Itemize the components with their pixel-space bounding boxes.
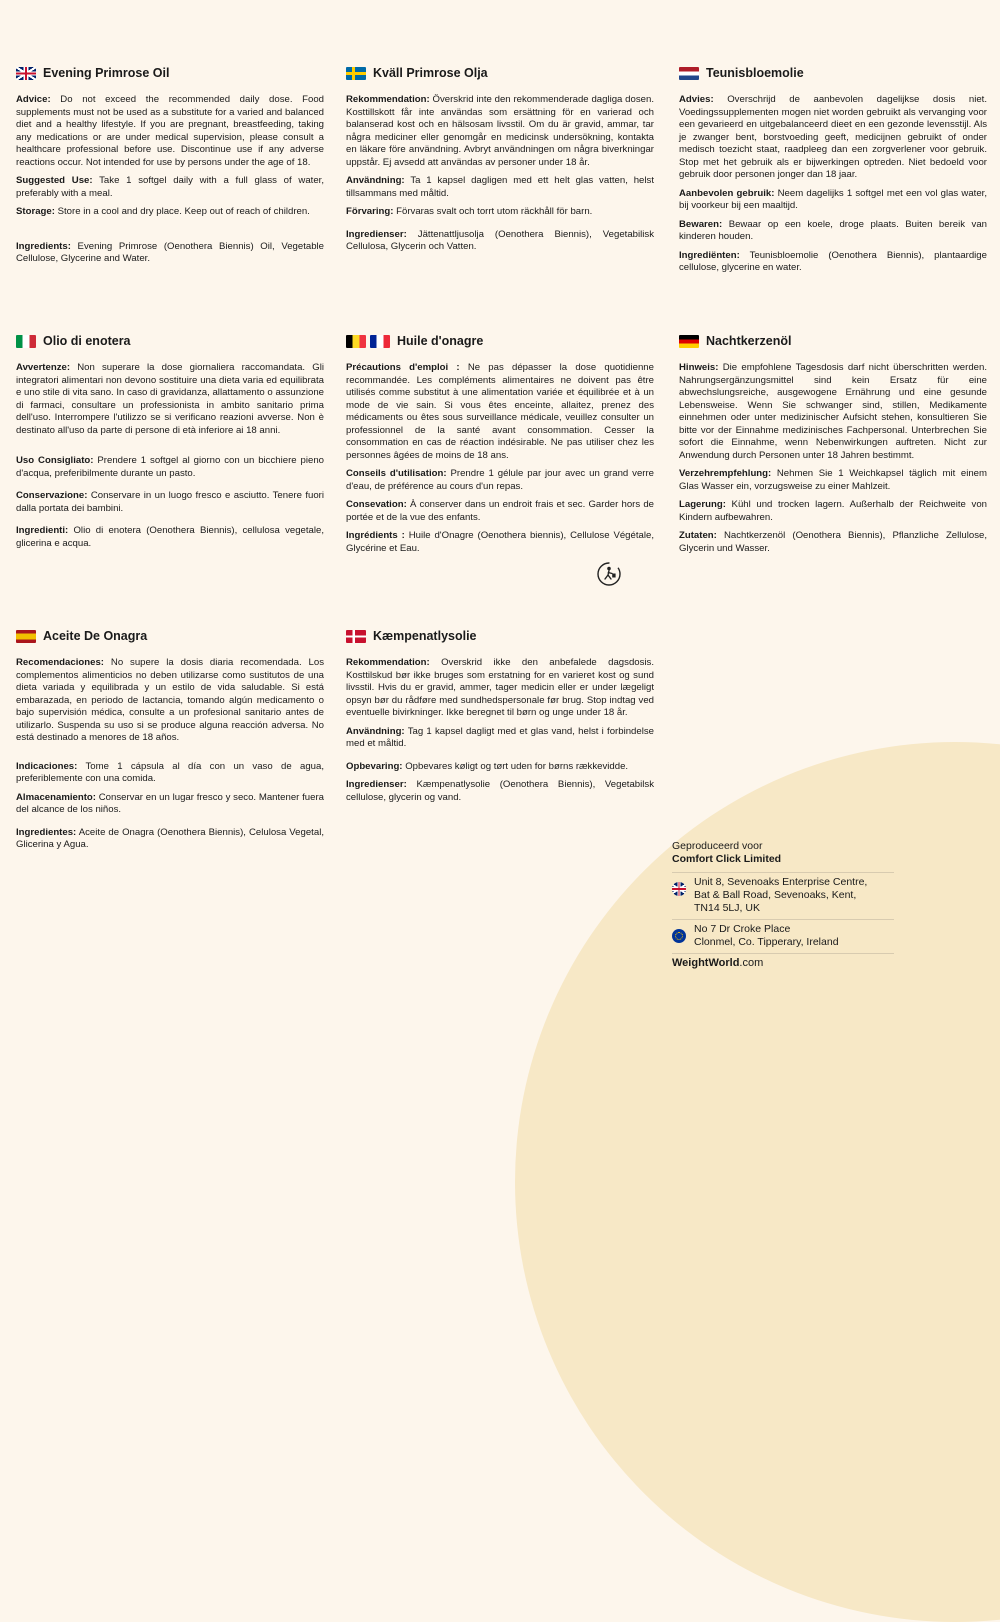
storage-text: Conservare in un luogo fresco e asciutto. Tenere fuori dalla portata dei bambini. [16,490,324,514]
advice-paragraph [16,657,324,745]
section-french [346,334,654,561]
ingredients-label: Ingredientes: [16,826,77,838]
ingredients-paragraph [16,525,324,550]
advice-label: Advies: [679,94,714,105]
manufacturer-info [672,840,894,970]
section-header [16,334,324,348]
use-label: Verzehrempfehlung: [679,468,772,479]
use-label: Användning: [346,175,405,186]
storage-text: Förvaras svalt och torrt utom räckhåll för barn. [396,206,593,217]
ingredients-text: Nachtkerzenöl (Oenothera Biennis), Pflanzliche Zellulose, Glycerin und Wasser. [679,530,987,554]
advice-text: Do not exceed the recommended daily dose. Food supplements must not be used as a substitute for a varied and balanced diet and a healthy lifestyle. If you are pregnant, breastfeeding, taking any medications or are under medical supervision, please consult a healthcare professional before use. Discontinue use if any adverse reactions occur. Not intended for use by persons under the age of 18. [16,94,324,168]
sweden-flag-icon [346,67,366,80]
storage-paragraph [346,206,654,219]
ingredients-text: Kæmpenatlysolie (Oenothera Biennis), Vegetabilsk cellulose, glycerin og vand. [346,779,655,803]
section-title: Teunisbloemolie [706,66,804,80]
section-italian [16,334,324,556]
section-title: Huile d'onagre [397,334,484,348]
advice-text: Non superare la dose giornaliera raccomandata. Gli integratori alimentari non devono sostituire una dieta varia ed equilibrata e uno stile di vita sano. In caso di gravidanza, allattamento o assunzione di farmaci, consultare un professionista in ambito sanitario prima dell'uso. Interrompere l'utilizzo se si verificano reazioni avverse. Non è destinato all'uso da parte di persone di età inferiore ai 18 anni. [16,362,324,436]
advice-paragraph [346,657,654,720]
storage-text: Kühl und trocken lagern. Außerhalb der Reichweite von Kindern aufbewahren. [679,499,987,523]
address-line: Clonmel, Co. Tipperary, Ireland [694,936,839,948]
advice-text: Överskrid inte den rekommenderade dagliga dosen. Kosttillskott får inte användas som ersättning för en varierad och balanserad kost och en hälsosam livsstil. Om du är gravid, ammar, tar några mediciner eller genomgår en medicinsk undersökning, kontakta en läkare före användning. Avbryt användningen om några biverkningar uppstår. Ej avsedd att användas av personer under 18 år. [346,94,654,168]
belgium-flag-icon [346,335,366,348]
use-paragraph [346,726,654,751]
advice-label: Recomendaciones: [16,657,104,668]
storage-label: Bewaren: [679,218,723,230]
spain-flag-icon [16,630,36,643]
france-flag-icon [370,335,390,348]
storage-label: Opbevaring: [346,760,403,772]
brand-domain: .com [739,957,764,969]
tidyman-recycle-icon [596,561,622,587]
advice-label: Hinweis: [679,362,719,373]
ingredients-paragraph [679,250,987,275]
ingredients-label: Ingredients: [16,240,71,252]
ingredients-text: Aceite de Onagra (Oenothera Biennis), Celulosa Vegetal, Glicerina y Agua. [16,826,324,850]
storage-label: Storage: [16,206,55,217]
storage-text: Bewaar op een koele, droge plaats. Buiten bereik van kinderen houden. [679,218,987,242]
ingredients-text: Huile d'Onagre (Oenothera biennis), Cellulose Végétale, Glycérine et Eau. [346,530,654,554]
use-text: Take 1 softgel daily with a full glass of water, preferably with a meal. [16,175,324,199]
brand-name: WeightWorld [672,957,740,969]
section-dutch [679,66,987,281]
use-paragraph [346,175,654,200]
use-text: Tag 1 kapsel dagligt med et glas vand, helst i forbindelse med et måltid. [346,725,654,749]
use-text: Prendre 1 gélule par jour avec un grand verre d'eau, de préférence au cours d'un repas. [346,468,655,492]
ingredients-paragraph [346,530,654,555]
storage-label: Almacenamiento: [16,791,96,803]
use-label: Användning: [346,725,405,737]
ingredients-paragraph [679,530,987,555]
section-title: Aceite De Onagra [43,629,148,643]
section-title: Olio di enotera [43,334,131,348]
section-german [679,334,987,561]
advice-text: Ne pas dépasser la dose quotidienne recommandée. Les compléments alimentaires ne doivent pas être utilisés comme substitut à une alimentation variée et équilibrée et à un mode de vie sain. Si vous êtes enceinte, allaitez, prenez des médicaments ou êtes sous surveillance médicale, veuillez consulter un professionnel de la santé avant consommation. Cesser la consommation en cas de réaction indésirable. Ne pas utiliser chez les personnes âgées de moins de 18 ans. [346,362,654,461]
use-label: Conseils d'utilisation: [346,468,447,479]
advice-paragraph [16,94,324,169]
storage-paragraph [679,219,987,244]
use-paragraph [16,455,324,480]
advice-label: Avvertenze: [16,362,71,373]
use-label: Uso Consigliato: [16,455,94,466]
ingredients-label: Ingredienser: [346,779,407,790]
ingredients-paragraph [16,827,324,852]
ingredients-text: Evening Primrose (Oenothera Biennis) Oil, Vegetable Cellulose, Glycerine and Water. [16,240,325,264]
ingredients-label: Ingrédients : [346,530,405,541]
storage-text: Opbevares køligt og tørt uden for børns rækkevidde. [405,760,629,772]
address-line: TN14 5LJ, UK [694,902,760,914]
use-paragraph [679,468,987,493]
use-text: Tome 1 cápsula al día con un vaso de agua, preferiblemente con una comida. [16,760,324,784]
ingredients-label: Ingredienti: [16,525,69,536]
advice-text: Die empfohlene Tagesdosis darf nicht überschritten werden. Nahrungsergänzungsmittel sind kein Ersatz für eine abwechslungsreiche, ausgewogene Ernährung und eine gesunde Lebensweise. Wenn Sie schwanger sind, stillen, Medikamente einnehmen oder unter medizinischer Aufsicht stehen, konsultieren Sie bitte vor der Einnahme medizinisches Fachpersonal. Unterbrechen Sie sofort die Einnahme, wenn Nebenwirkungen auftreten. Nicht zur Anwendung durch Personen unter 18 Jahren bestimmt. [679,362,987,461]
section-danish [346,629,654,810]
use-paragraph [16,175,324,200]
section-english [16,66,324,272]
use-label: Suggested Use: [16,175,93,186]
germany-flag-icon [679,335,699,348]
advice-text: Overskrid ikke den anbefalede dagsdosis. Kosttilskud bør ikke bruges som erstatning for en varieret kost og sund livsstil. Hvis du er gravid, ammer, tager medicin eller er under lægeligt opsyn bør du rådføre med sundhedspersonale før brug. Stop indtag ved eventuelle bivirkninger. Ikke beregnet til børn og unge under 18 år. [346,657,654,718]
ingredients-text: Olio di enotera (Oenothera Biennis), cellulosa vegetale, glicerina e acqua. [16,525,324,549]
storage-paragraph [346,761,654,774]
use-paragraph [679,188,987,213]
address-lines [694,923,839,949]
use-text: Prendere 1 softgel al giorno con un bicchiere pieno d'acqua, preferibilmente durante un pasto. [16,455,324,479]
brand-website [672,953,894,970]
uk-flag-icon [16,67,36,80]
ingredients-text: Jättenattljusolja (Oenothera Biennis), Vegetabilisk Cellulosa, Glycerin och Vatten. [346,228,655,252]
ingredients-label: Ingrediënten: [679,249,740,261]
storage-paragraph [16,792,324,817]
produced-for-label: Geproduceerd voor [672,840,763,852]
section-header [346,66,654,80]
section-header [16,66,324,80]
section-header [16,629,324,643]
section-spanish [16,629,324,858]
advice-paragraph [16,362,324,437]
section-title: Evening Primrose Oil [43,66,170,80]
company-name: Comfort Click Limited [672,853,782,865]
storage-paragraph [16,490,324,515]
netherlands-flag-icon [679,67,699,80]
advice-paragraph [346,362,654,462]
storage-label: Förvaring: [346,206,394,217]
section-swedish [346,66,654,260]
storage-paragraph [679,499,987,524]
ingredients-label: Zutaten: [679,530,717,541]
ingredients-paragraph [16,241,324,266]
section-header [679,66,987,80]
uk-address [672,872,894,919]
storage-text: Conservar en un lugar fresco y seco. Mantener fuera del alcance de los niños. [16,791,324,815]
storage-label: Consevation: [346,499,407,510]
ingredients-paragraph [346,229,654,254]
ingredients-paragraph [346,779,654,804]
denmark-flag-icon [346,630,366,643]
storage-text: À conserver dans un endroit frais et sec. Garder hors de portée et de la vue des enfants. [346,499,654,523]
use-label: Aanbevolen gebruik: [679,187,775,199]
advice-label: Précautions d'emploi : [346,362,460,373]
advice-paragraph [679,362,987,462]
advice-paragraph [346,94,654,169]
section-title: Kæmpenatlysolie [373,629,477,643]
address-line: No 7 Dr Croke Place [694,923,791,935]
section-header [346,334,654,348]
ingredients-label: Ingredienser: [346,228,407,240]
address-lines [694,876,867,915]
use-text: Neem dagelijks 1 softgel met een vol glas water, bij voorkeur bij een maaltijd. [679,187,987,211]
advice-label: Rekommendation: [346,657,430,668]
address-line: Bat & Ball Road, Sevenoaks, Kent, [694,889,857,901]
ireland-address [672,919,894,953]
advice-paragraph [679,94,987,182]
section-header [679,334,987,348]
use-paragraph [346,468,654,493]
use-text: Nehmen Sie 1 Weichkapsel täglich mit einem Glas Wasser ein, vorzugsweise zu einer Mahlzeit. [679,468,987,492]
storage-text: Store in a cool and dry place. Keep out of reach of children. [57,206,310,217]
use-text: Ta 1 kapsel dagligen med ett helt glas vatten, helst tillsammans med måltid. [346,175,654,199]
use-label: Indicaciones: [16,760,78,772]
storage-paragraph [346,499,654,524]
advice-text: No supere la dosis diaria recomendada. Los complementos alimenticios no deben utilizarse como sustitutos de una dieta variada y equilibrada y un estilo de vida saludable. Si está embarazada, en periodo de lactancia, tomando algún medicamento o bajo supervisión médica, consulte a un profesional sanitario antes de utilizarlo. Suspenda su uso si se produce alguna reacción adversa. No está destinado a menores de 18 años. [16,657,324,743]
section-header [346,629,654,643]
address-line: Unit 8, Sevenoaks Enterprise Centre, [694,876,868,888]
advice-label: Advice: [16,94,51,105]
use-paragraph [16,761,324,786]
uk-flag-icon [672,882,686,896]
italy-flag-icon [16,335,36,348]
advice-text: Overschrijd de aanbevolen dagelijkse dosis niet. Voedingssupplementen mogen niet worden gebruikt als vervanging voor een gevarieerd en uitgebalanceerd dieet en een gezonde levensstijl. Als je zwanger bent, borstvoeding geeft, medicijnen gebruikt of onder medisch toezicht staat, raadpleeg dan een zorgverlener voor gebruik. Stop met het gebruik als er bijwerkingen optreden. Niet bedoeld voor gebruik door personen jonger dan 18 jaar. [679,94,987,180]
ingredients-text: Teunisbloemolie (Oenothera Biennis), plantaardige cellulose, glycerine en water. [679,249,987,273]
storage-label: Lagerung: [679,499,726,510]
advice-label: Rekommendation: [346,94,430,105]
eu-flag-icon [672,929,686,943]
section-title: Nachtkerzenöl [706,334,792,348]
storage-label: Conservazione: [16,490,88,501]
section-title: Kväll Primrose Olja [373,66,488,80]
storage-paragraph [16,206,324,219]
flag-group [346,335,390,348]
